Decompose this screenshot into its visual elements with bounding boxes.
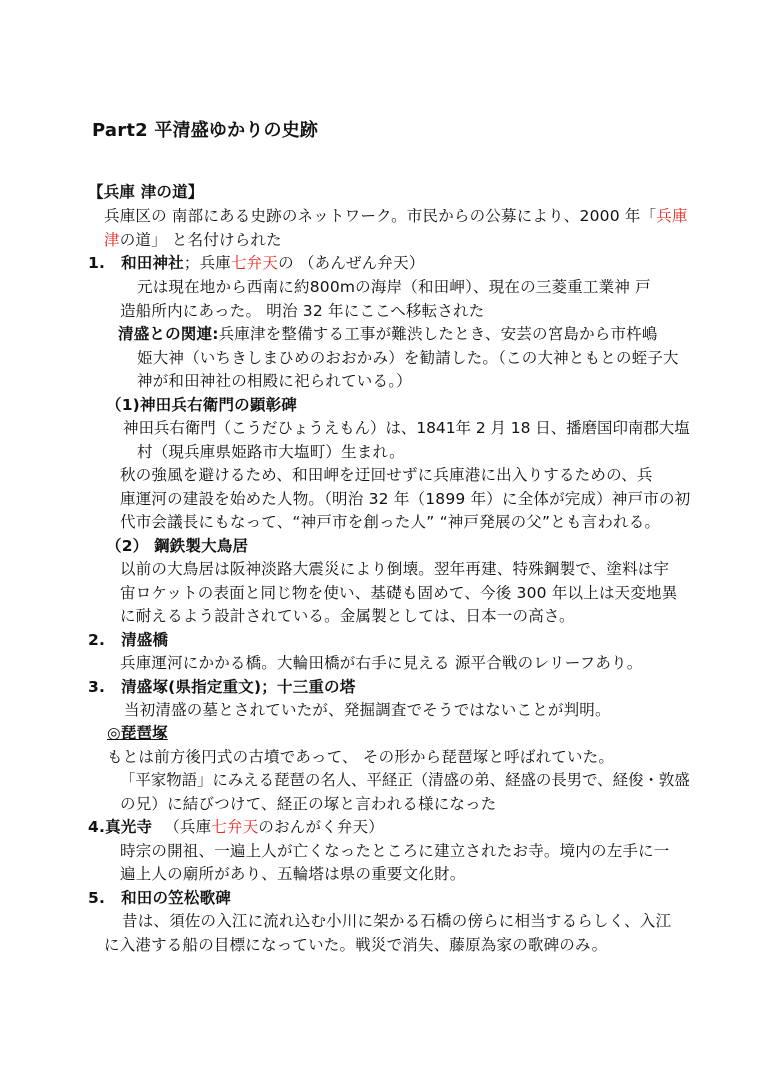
section-heading-kiyomori-bashi: 2. 清盛橋 <box>88 631 169 649</box>
paragraph-line: 当初清盛の墓とされていたが、発掘調査でそうではないことが判明。 <box>124 701 611 719</box>
highlight-text: 津 <box>104 231 120 249</box>
paragraph-line: もとは前方後円式の古墳であって、 その形から琵琶塚と呼ばれていた。 <box>107 748 615 766</box>
paragraph-line: 秋の強風を避けるため、和田岬を迂回せずに兵庫港に出入りするための、兵 <box>120 466 653 484</box>
paragraph-line: の兄）に結びつけて、経正の塚と言われる様になった <box>120 795 497 813</box>
highlight-text: 七弁天 <box>231 254 279 272</box>
paragraph-line: 神が和田神社の相殿に祀られている。） <box>137 372 412 390</box>
paragraph-line: 造船所内にあった。 明治 32 年にここへ移転された <box>120 302 485 320</box>
paragraph-line: 昔は、須佐の入江に流れ込む小川に架かる石橋の傍らに相当するらしく、入江 <box>122 912 672 930</box>
paragraph-line: 代市会議長にもなって、“神戸市を創った人” “神戸発展の父”とも言われる。 <box>120 513 661 531</box>
subsection-heading-torii: （2） 鋼鉄製大鳥居 <box>106 537 249 555</box>
paragraph-line: 神田兵右衛門（こうだひょうえもん）は、1841年 2 月 18 日、播磨国印南郡大塩 <box>123 419 690 437</box>
section-heading-wada-jinja: 1. 和田神社；兵庫七弁天の （あんぜん弁天） <box>88 254 425 272</box>
subsection-heading-kenshohi: （1)神田兵右衛門の顕彰碑 <box>106 396 297 414</box>
paragraph-line: 兵庫区の 南部にある史跡のネットワーク。市民からの公募により、2000 年「兵庫 <box>104 207 688 225</box>
paragraph-line: 遍上人の廟所があり、五輪塔は県の重要文化財。 <box>120 865 466 883</box>
paragraph-line: 津の道」 と名付けられた <box>104 231 282 249</box>
highlight-text: 七弁天 <box>211 818 259 836</box>
paragraph-line: 元は現在地から西南に約800mの海岸（和田岬）、現在の三菱重工業神 戸 <box>137 278 651 296</box>
paragraph-line: 庫運河の建設を始めた人物。（明治 32 年（1899 年）に全体が完成）神戸市の初 <box>120 490 691 508</box>
paragraph-line: 兵庫運河にかかる橋。大輪田橋が右手に見える 源平合戦のレリーフあり。 <box>120 654 643 672</box>
paragraph-line: 以前の大鳥居は阪神淡路大震災により倒壊。翌年再建、特殊鋼製で、塗料は宇 <box>120 560 670 578</box>
relation-label: 清盛との関連: <box>118 325 219 343</box>
page-title: Part2 平清盛ゆかりの史跡 <box>92 120 319 141</box>
paragraph-line: 宙ロケットの表面と同じ物を使い、基礎も固めて、今後 300 年以上は天変地異 <box>120 584 678 602</box>
paragraph-line: 村（現兵庫県姫路市大塩町）生まれ。 <box>137 443 405 461</box>
paragraph-line: に耐えるよう設計されている。金属製としては、日本一の高さ。 <box>120 607 575 625</box>
paragraph-line: 「平家物語」にみえる琵琶の名人、平経正（清盛の弟、経盛の長男で、経俊・敦盛 <box>120 771 690 789</box>
paragraph-line: 姫大神（いちきしまひめのおおかみ）を勧請した。（この大神ともとの蛭子大 <box>137 349 679 367</box>
paragraph-line: 時宗の開祖、一遍上人が亡くなったところに建立されたお寺。境内の左手に一 <box>120 842 670 860</box>
section-heading-shinkoji: 4.真光寺 （兵庫七弁天のおんがく弁天） <box>88 818 385 836</box>
section-heading-kiyomori-zuka: 3. 清盛塚(県指定重文)；十三重の塔 <box>88 678 356 696</box>
paragraph-line: に入港する船の目標になっていた。戦災で消失、藤原為家の歌碑のみ。 <box>104 936 608 954</box>
section-heading-tsu-no-michi: 【兵庫 津の道】 <box>88 183 204 201</box>
highlight-text: 兵庫 <box>656 207 688 225</box>
subsection-heading-biwazuka: ◎琵琶塚 <box>107 724 168 742</box>
section-heading-kasamatsu: 5. 和田の笠松歌碑 <box>88 889 231 907</box>
paragraph-line: 清盛との関連:兵庫津を整備する工事が難渋したとき、安芸の宮島から市杵嶋 <box>118 325 658 343</box>
